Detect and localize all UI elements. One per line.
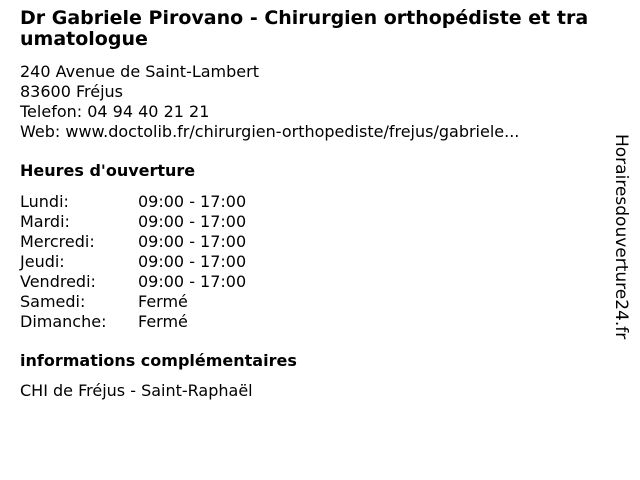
time-value: Fermé [138,292,188,311]
address-block [20,62,600,142]
street-address: 240 Avenue de Saint-Lambert [20,62,259,81]
city-postal: 83600 Fréjus [20,82,124,101]
day-label: Mardi: [20,212,70,231]
day-label: Jeudi: [20,252,65,271]
hours-table [20,192,600,332]
time-value: 09:00 - 17:00 [138,212,247,231]
side-brand-watermark [608,134,632,374]
day-label: Dimanche: [20,312,107,331]
day-label: Lundi: [20,192,69,211]
day-label: Mercredi: [20,232,95,251]
phone-number: Telefon: 04 94 40 21 21 [20,102,210,121]
side-brand-text: Horairesdouverture24.fr [611,134,631,340]
time-value: 09:00 - 17:00 [138,232,247,251]
hours-row-samedi [20,292,600,312]
extra-info-heading: informations complémentaires [20,351,297,370]
day-label: Samedi: [20,292,86,311]
extra-info-text: CHI de Fréjus - Saint-Raphaël [20,381,253,400]
time-value: 09:00 - 17:00 [138,252,247,271]
hours-heading: Heures d'ouverture [20,161,196,180]
hours-row-mercredi [20,232,600,252]
hours-row-mardi [20,212,600,232]
hours-row-vendredi [20,272,600,292]
time-value: 09:00 - 17:00 [138,272,247,291]
page-title: Dr Gabriele Pirovano - Chirurgien orthopédiste et traumatologue [20,7,589,50]
hours-row-lundi [20,192,600,212]
day-label: Vendredi: [20,272,96,291]
hours-row-dimanche [20,312,600,332]
time-value: 09:00 - 17:00 [138,192,247,211]
time-value: Fermé [138,312,188,331]
website-link[interactable]: Web: www.doctolib.fr/chirurgien-orthopediste/frejus/gabriele... [20,122,520,141]
hours-row-jeudi [20,252,600,272]
listing-content [20,8,600,401]
